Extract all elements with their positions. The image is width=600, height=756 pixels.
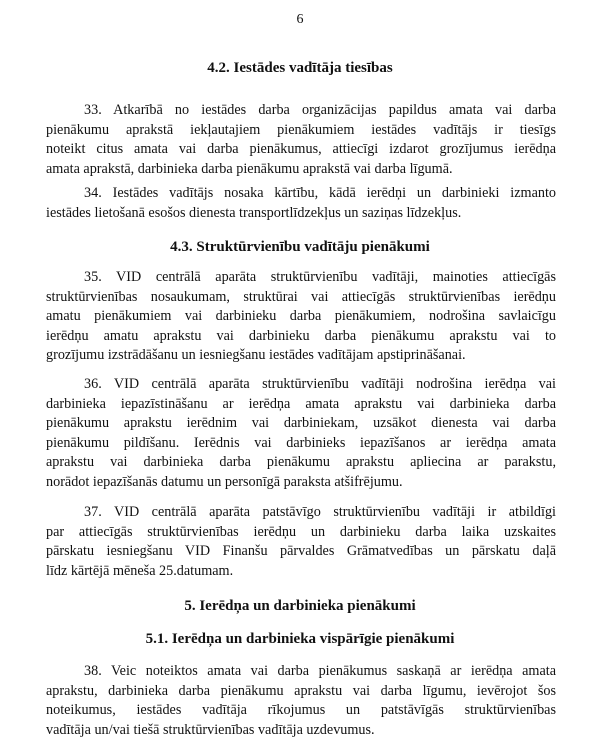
paragraph-line: vadītāja un/vai tiešā struktūrvienības vadītāja uzdevumus. bbox=[46, 721, 375, 738]
paragraph-line: aprakstu, darbinieka darba pienākumu aprakstu vai darba līgumu, ievērojot šos bbox=[46, 682, 556, 699]
paragraph-35 bbox=[46, 268, 556, 366]
paragraph-line: norādot iepazīšanās datumu un personīgā paraksta atšifrējumu. bbox=[46, 473, 403, 490]
paragraph-line: pārskatu iesniegšanu VID Finanšu pārvaldes Grāmatvedības un pārskatu daļā bbox=[46, 543, 556, 560]
paragraph-line: ierēdņu amatu aprakstu vai darbinieku darba pienākumu aprakstu vai to bbox=[46, 327, 556, 344]
paragraph-line: 35. VID centrālā aparāta struktūrvienību vadītāji, mainoties attiecīgās bbox=[84, 269, 556, 285]
section-heading-4-3: 4.3. Struktūrvienību vadītāju pienākumi bbox=[170, 239, 430, 255]
paragraph-36 bbox=[46, 375, 556, 493]
paragraph-line: grozījumu izstrādāšanu un iesniegšanu iestādes vadītājam apstiprināšanai. bbox=[46, 347, 466, 364]
paragraph-line: 37. VID centrālā aparāta patstāvīgo struktūrvienību vadītāji ir atbildīgi bbox=[84, 504, 556, 520]
paragraph-line: noteikt citus amata vai darba pienākumus, attiecīgi izdarot grozījumus ierēdņa bbox=[46, 141, 556, 158]
paragraph-38 bbox=[46, 662, 556, 740]
paragraph-line: aprakstu vai darbinieka darba pienākumu aprakstu apliecina ar parakstu, bbox=[46, 454, 556, 471]
paragraph-line: noteikumus, iestādes vadītāja rīkojumus un patstāvīgās struktūrvienības bbox=[46, 702, 556, 719]
paragraph-line: darbinieka iepazīstināšanu ar ierēdņa amata aprakstu vai darbinieka darba bbox=[46, 395, 556, 412]
paragraph-37 bbox=[46, 503, 556, 581]
paragraph-34 bbox=[46, 184, 556, 223]
paragraph-line: amatu pienākumiem vai darbinieku darba pienākumiem, nodrošina savlaicīgu bbox=[46, 308, 556, 325]
paragraph-line: pienākumu pildīšanu. Ierēdnis vai darbinieks iepazīšanos ar ierēdņa amata bbox=[46, 434, 556, 451]
paragraph-line: 36. VID centrālā aparāta struktūrvienību vadītāji nodrošina ierēdņa vai bbox=[84, 376, 556, 392]
section-heading-4-2: 4.2. Iestādes vadītāja tiesības bbox=[207, 60, 393, 76]
page-number: 6 bbox=[296, 12, 304, 27]
paragraph-line: 33. Atkarībā no iestādes darba organizācijas papildus amata vai darba bbox=[84, 102, 556, 118]
paragraph-line: par attiecīgās struktūrvienības ierēdņu un darbinieku darba laika uzskaites bbox=[46, 523, 556, 540]
section-heading-5: 5. Ierēdņa un darbinieka pienākumi bbox=[184, 598, 416, 614]
section-heading-5-1: 5.1. Ierēdņa un darbinieka vispārīgie pienākumi bbox=[145, 631, 455, 647]
paragraph-line: iestādes lietošanā esošos dienesta transportlīdzekļus un saziņas līdzekļus. bbox=[46, 204, 462, 221]
paragraph-line: pienākumu aprakstu ierēdnim vai darbiniekam, uzsākot dienesta vai darba bbox=[46, 415, 556, 432]
paragraph-line: pienākumu aprakstā iekļautajiem pienākumiem iestādes vadītājs ir tiesīgs bbox=[46, 121, 556, 138]
paragraph-line: līdz kārtējā mēneša 25.datumam. bbox=[46, 562, 234, 579]
paragraph-33 bbox=[46, 101, 556, 179]
paragraph-line: amata aprakstā, darbinieka darba pienākumu aprakstā vai darba līgumā. bbox=[46, 160, 453, 177]
paragraph-line: 34. Iestādes vadītājs nosaka kārtību, kādā ierēdņi un darbinieki izmanto bbox=[84, 185, 556, 201]
paragraph-line: struktūrvienības nosaukumam, struktūrai vai attiecīgās struktūrvienības ierēdņu bbox=[46, 288, 556, 305]
paragraph-line: 38. Veic noteiktos amata vai darba pienākumus saskaņā ar ierēdņa amata bbox=[84, 663, 556, 679]
